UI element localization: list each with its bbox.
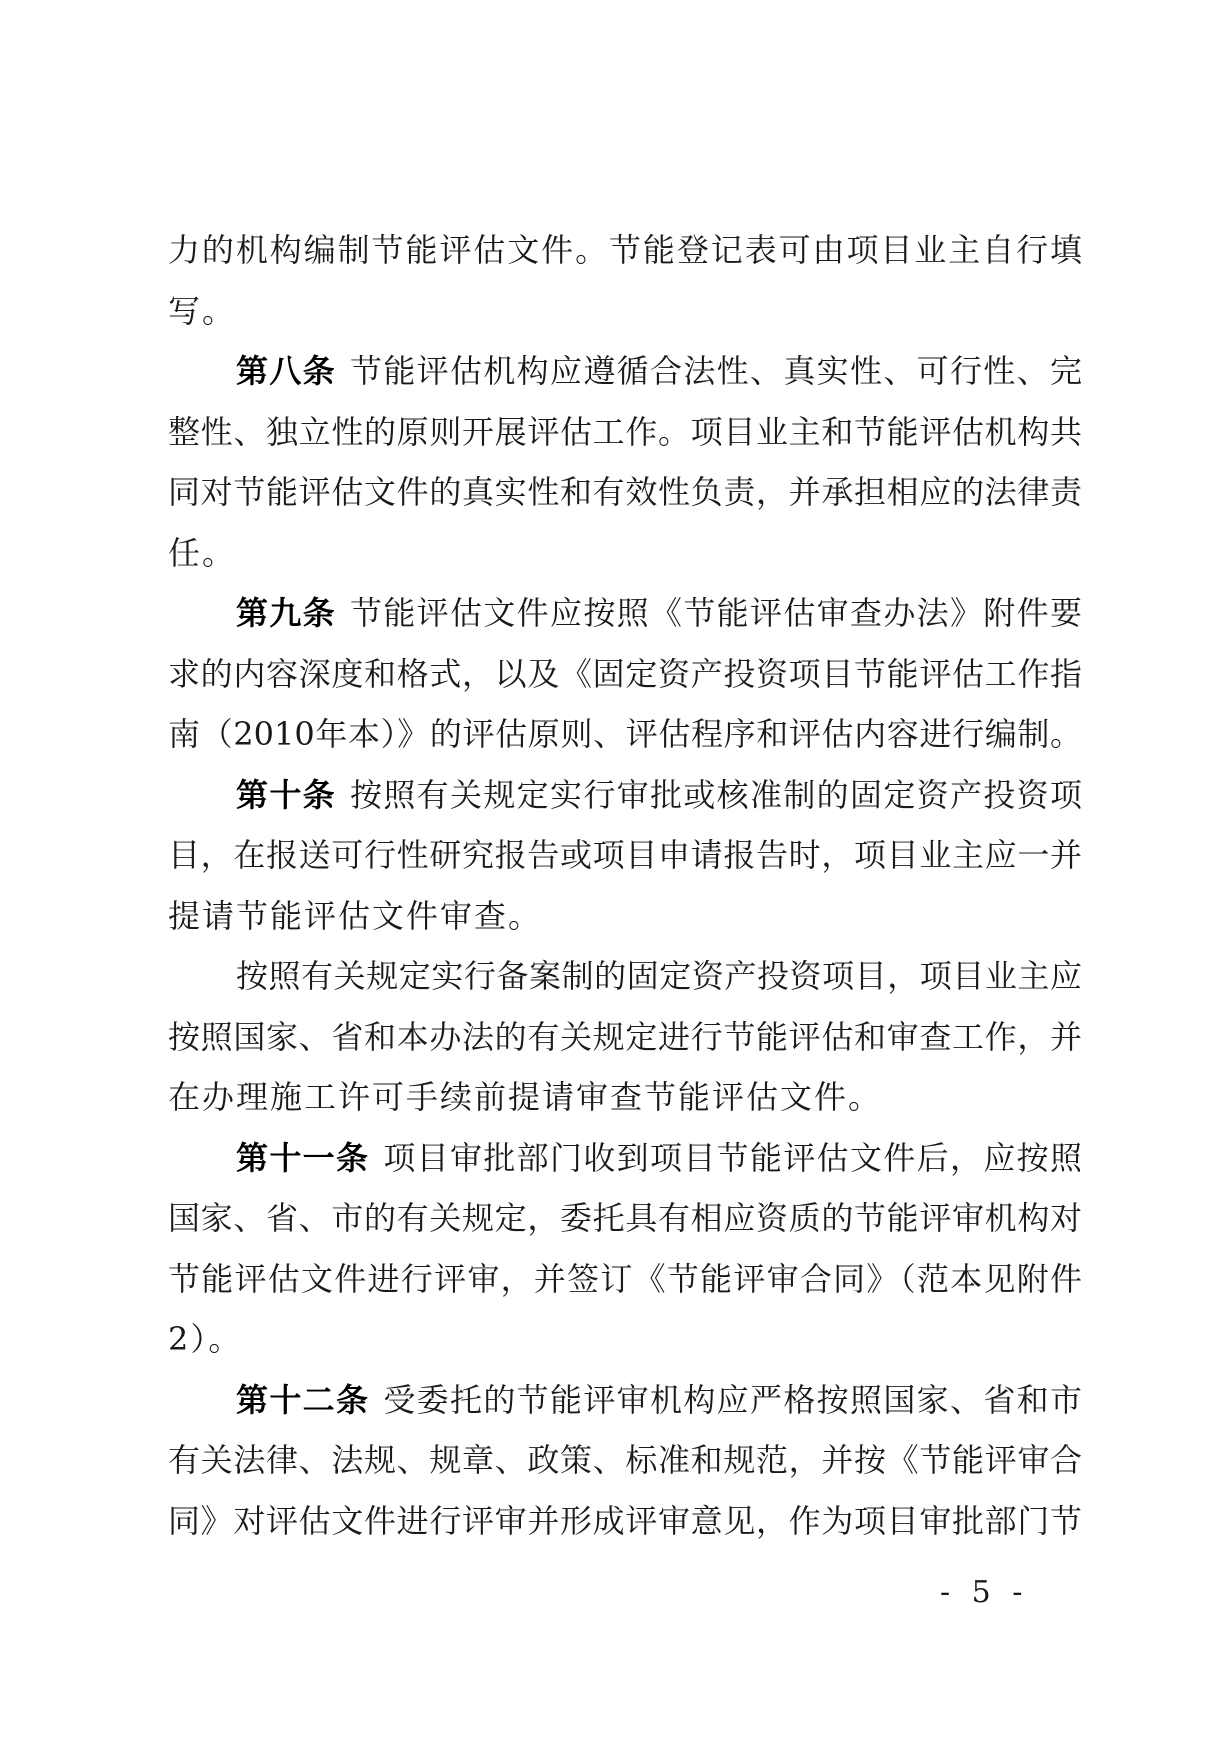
text-line [168, 291, 1082, 331]
line-text: 有关法律、法规、规章、政策、标准和规范，并按《节能评审合 [168, 1441, 1082, 1479]
text-line [168, 412, 1082, 452]
text-line [168, 1501, 1082, 1541]
text-line [168, 714, 1082, 754]
line-text: 同》对评估文件进行评审并形成评审意见，作为项目审批部门节 [168, 1501, 1082, 1540]
line-text: 整性、独立性的原则开展评估工作。项目业主和节能评估机构共 [168, 412, 1082, 451]
text-line [168, 230, 1082, 270]
article-heading: 第九条 [236, 594, 336, 632]
text-line [168, 835, 1082, 875]
line-text: 2）。 [168, 1320, 243, 1358]
article-heading: 第十一条 [236, 1138, 370, 1177]
text-line [236, 593, 1082, 633]
text-line [236, 775, 1082, 815]
line-text: 任。 [168, 533, 237, 572]
line-text: 节能评估文件应按照《节能评估审查办法》附件要 [350, 594, 1082, 632]
line-text: 写。 [168, 291, 237, 330]
line-text: 提请节能评估文件审查。 [168, 896, 543, 935]
article-heading: 第八条 [236, 352, 336, 390]
text-line [168, 896, 1082, 936]
line-text: 受委托的节能评审机构应严格按照国家、省和市 [383, 1380, 1082, 1419]
line-text: 按照有关规定实行审批或核准制的固定资产投资项 [350, 775, 1082, 814]
line-text: 按照有关规定实行备案制的固定资产投资项目，项目业主应 [236, 957, 1082, 995]
text-line [168, 1077, 1082, 1117]
article-heading: 第十二条 [236, 1380, 370, 1419]
line-text: 南（2010年本）》的评估原则、评估程序和评估内容进行编制。 [168, 715, 1082, 753]
text-line [168, 1017, 1082, 1057]
line-text: 目，在报送可行性研究报告或项目申请报告时，项目业主应一并 [168, 836, 1082, 874]
line-text: 项目审批部门收到项目节能评估文件后，应按照 [383, 1138, 1082, 1177]
text-line [236, 1138, 1082, 1178]
text-line [236, 1380, 1082, 1420]
line-text: 求的内容深度和格式，以及《固定资产投资项目节能评估工作指 [168, 654, 1082, 693]
article-heading: 第十条 [236, 775, 336, 814]
text-line [236, 351, 1082, 391]
text-line [168, 533, 1082, 573]
text-line [236, 956, 1082, 996]
text-line [168, 1319, 1082, 1359]
line-text: 国家、省、市的有关规定，委托具有相应资质的节能评审机构对 [168, 1199, 1082, 1237]
line-text: 节能评估机构应遵循合法性、真实性、可行性、完 [350, 352, 1082, 390]
text-line [168, 1198, 1082, 1238]
line-text: 节能评估文件进行评审，并签订《节能评审合同》（范本见附件 [168, 1259, 1082, 1298]
line-text: 按照国家、省和本办法的有关规定进行节能评估和审查工作，并 [168, 1017, 1082, 1056]
text-line [168, 1259, 1082, 1299]
text-line [168, 1440, 1082, 1480]
line-text: 力的机构编制节能评估文件。节能登记表可由项目业主自行填 [168, 231, 1082, 269]
text-line [168, 472, 1082, 512]
line-text: 同对节能评估文件的真实性和有效性负责，并承担相应的法律责 [168, 473, 1082, 511]
text-line [168, 654, 1082, 694]
line-text: 在办理施工许可手续前提请审查节能评估文件。 [168, 1078, 883, 1116]
page-number: - 5 - [940, 1575, 1029, 1610]
